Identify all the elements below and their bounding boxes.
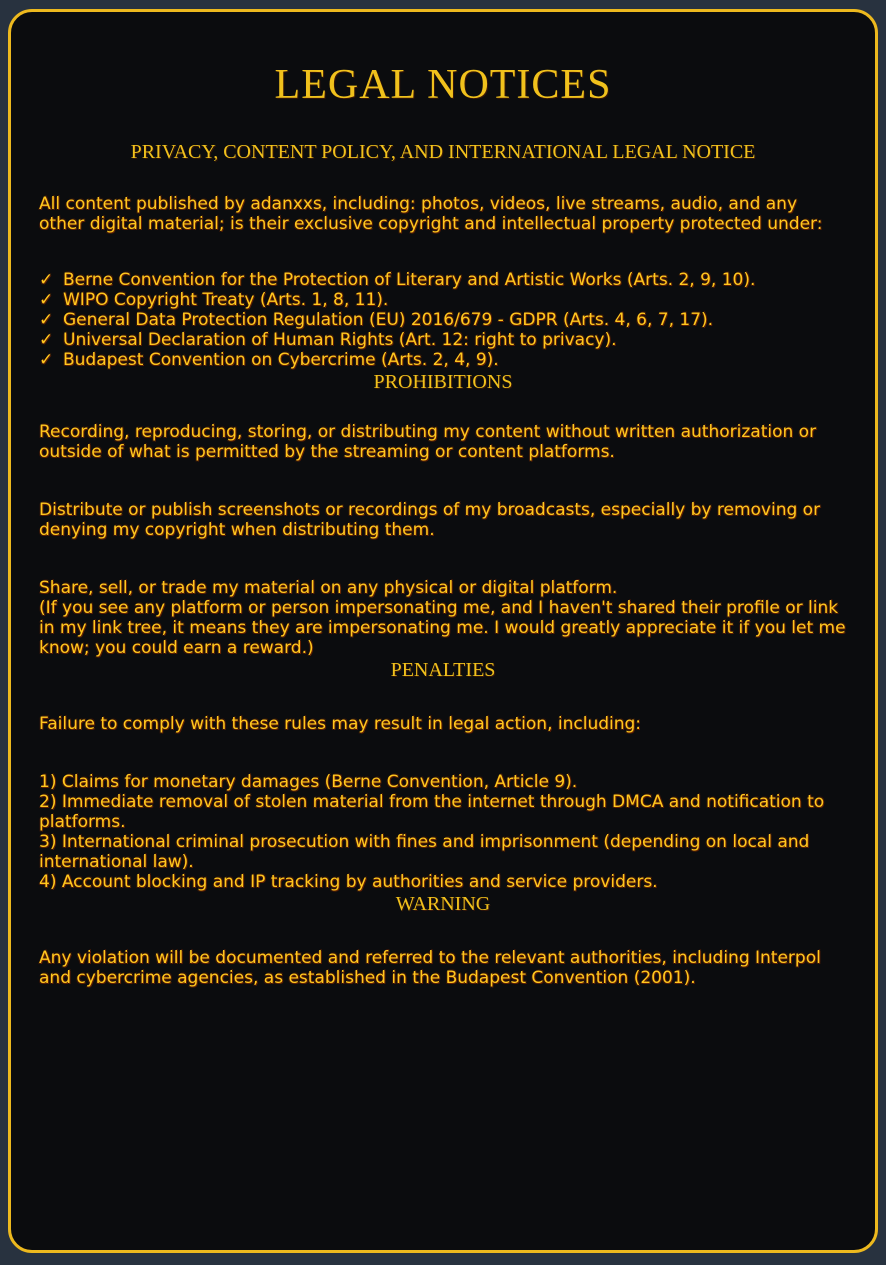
treaty-item — [39, 270, 847, 290]
penalty-item: 3) International criminal prosecution with fines and imprisonment (depending on local and international law). — [39, 832, 810, 873]
section-heading-prohibitions: PROHIBITIONS — [373, 371, 513, 394]
treaty-item-label: Universal Declaration of Human Rights (Art. 12: right to privacy). — [63, 330, 617, 351]
treaty-item-label: Budapest Convention on Cybercrime (Arts. 2, 4, 9). — [63, 350, 499, 371]
treaty-item — [39, 350, 847, 370]
treaty-item — [39, 310, 847, 330]
check-icon: ✓ — [39, 350, 54, 371]
prohibitions-paragraph-3 — [39, 578, 847, 658]
penalty-item: 4) Account blocking and IP tracking by authorities and service providers. — [39, 872, 658, 893]
section-heading-penalties: PENALTIES — [390, 659, 496, 682]
penalty-item: 2) Immediate removal of stolen material from the internet through DMCA and notification to platforms. — [39, 792, 825, 833]
intro-paragraph: All content published by adanxxs, including: photos, videos, live streams, audio, and any other digital material; is their exclusive copyright and intellectual property protected under: — [39, 194, 823, 235]
check-icon: ✓ — [39, 270, 54, 291]
section-heading-warning: WARNING — [395, 893, 491, 916]
penalties-intro: Failure to comply with these rules may result in legal action, including: — [39, 714, 642, 735]
check-icon: ✓ — [39, 330, 54, 351]
treaty-item — [39, 290, 847, 310]
penalty-item: 1) Claims for monetary damages (Berne Convention, Article 9). — [39, 772, 578, 793]
check-icon: ✓ — [39, 290, 54, 311]
penalty-list — [39, 772, 847, 892]
treaty-list — [39, 270, 847, 370]
treaty-item-label: General Data Protection Regulation (EU) 2016/679 - GDPR (Arts. 4, 6, 7, 17). — [63, 310, 714, 331]
prohibitions-paragraph-2: Distribute or publish screenshots or recordings of my broadcasts, especially by removing or denying my copyright when distributing them. — [39, 500, 821, 541]
check-icon: ✓ — [39, 310, 54, 331]
treaty-item — [39, 330, 847, 350]
warning-paragraph: Any violation will be documented and referred to the relevant authorities, including Interpol and cybercrime agencies, as established in the Budapest Convention (2001). — [39, 948, 821, 989]
prohibitions-paragraph-3-note: (If you see any platform or person impersonating me, and I haven't shared their profile or link in my link tree, it means they are impersonating me. I would greatly appreciate it if you let me know; you could earn a reward.) — [39, 598, 846, 659]
treaty-item-label: WIPO Copyright Treaty (Arts. 1, 8, 11). — [63, 290, 389, 311]
treaty-item-label: Berne Convention for the Protection of Literary and Artistic Works (Arts. 2, 9, 10). — [63, 270, 756, 291]
page-title: LEGAL NOTICES — [274, 62, 612, 108]
prohibitions-paragraph-3-line: Share, sell, or trade my material on any physical or digital platform. — [39, 578, 618, 599]
legal-notice-card — [8, 9, 878, 1253]
page-subtitle: PRIVACY, CONTENT POLICY, AND INTERNATIONAL LEGAL NOTICE — [130, 141, 756, 164]
prohibitions-paragraph-1: Recording, reproducing, storing, or distributing my content without written authorization or outside of what is permitted by the streaming or content platforms. — [39, 422, 817, 463]
